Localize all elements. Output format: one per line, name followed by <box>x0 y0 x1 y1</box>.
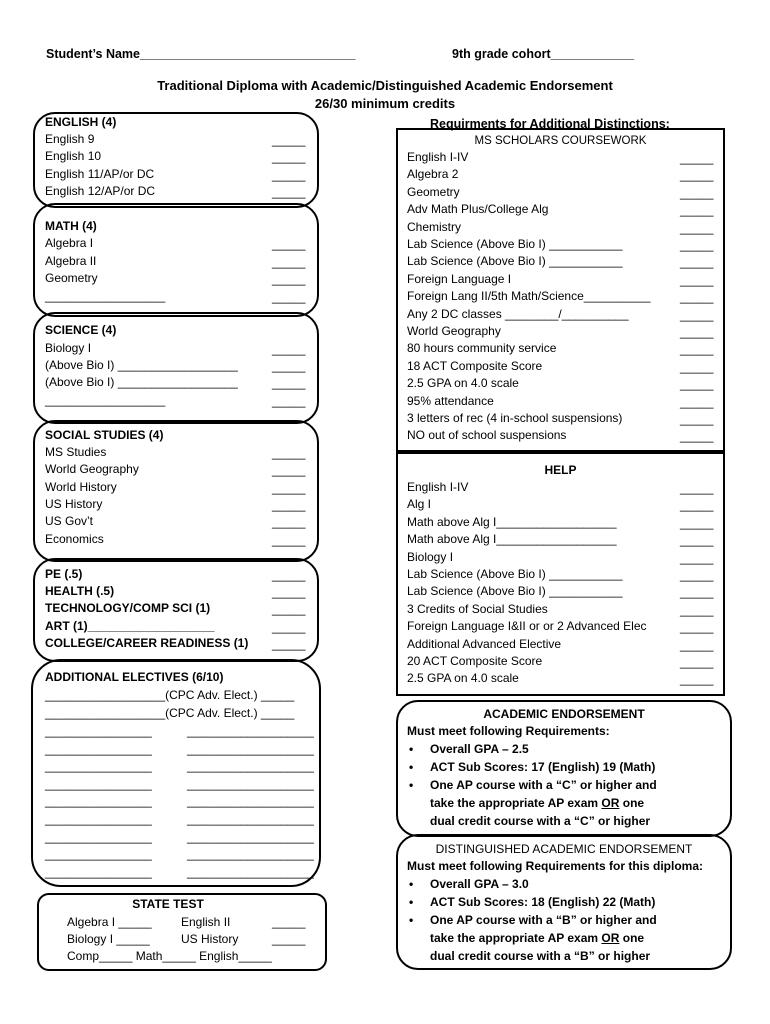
help-item: Foreign Language I&II or or 2 Advanced Elec <box>407 619 647 634</box>
credit-blank[interactable]: _____ <box>680 185 714 200</box>
social-item: US History <box>45 497 103 511</box>
distinguished-heading: DISTINGUISHED ACADEMIC ENDORSEMENT <box>435 842 693 856</box>
elective-blank[interactable]: ________________ <box>45 847 152 862</box>
social-item: World Geography <box>45 462 139 476</box>
academic-heading: ACADEMIC ENDORSEMENT <box>483 707 645 721</box>
english-heading: ENGLISH (4) <box>45 115 117 129</box>
english-item: English 11/AP/or DC <box>45 167 155 181</box>
state-test-english2: English II <box>181 915 231 929</box>
credit-blank[interactable]: _____ <box>680 394 714 409</box>
credit-blank[interactable]: _____ <box>680 515 714 530</box>
credit-blank[interactable]: _____ <box>272 272 306 286</box>
bullet-icon: • <box>409 760 414 774</box>
distinguished-req-ap-3: dual credit course with a “B” or higher <box>430 949 651 963</box>
credit-blank[interactable]: _____ <box>680 412 714 426</box>
text-part: one <box>619 796 645 810</box>
other-item: PE (.5) <box>45 567 83 581</box>
credit-blank[interactable]: _____ <box>272 185 306 199</box>
help-item: 2.5 GPA on 4.0 scale <box>407 671 519 686</box>
elective-blank[interactable]: ___________________ <box>187 741 314 756</box>
credit-blank[interactable]: _____ <box>680 342 714 357</box>
credit-blank[interactable]: _____ <box>272 237 306 251</box>
text-part: take the appropriate AP exam <box>430 931 602 945</box>
bullet-icon: • <box>409 877 414 891</box>
state-test-comp-row[interactable]: Comp_____ Math_____ English_____ <box>67 949 272 963</box>
credit-blank[interactable]: _____ <box>680 602 714 617</box>
credit-blank[interactable]: _____ <box>680 272 714 287</box>
text-part: take the appropriate AP exam <box>430 796 602 810</box>
credit-blank[interactable]: _____ <box>272 150 306 164</box>
help-item: Lab Science (Above Bio I) ___________ <box>407 584 623 599</box>
help-item: 3 Credits of Social Studies <box>407 601 548 616</box>
credit-blank[interactable]: _____ <box>680 620 714 635</box>
credit-blank[interactable]: _____ <box>272 255 306 269</box>
help-item: Lab Science (Above Bio I) ___________ <box>407 567 623 581</box>
scholars-item: World Geography <box>407 324 501 338</box>
scholars-item: English I-IV <box>407 150 469 164</box>
credit-blank[interactable]: _____ <box>272 394 306 408</box>
credit-blank[interactable]: _____ <box>272 290 306 304</box>
distinguished-req-gpa: Overall GPA – 3.0 <box>430 877 529 891</box>
page-title: Traditional Diploma with Academic/Distinguished Academic Endorsement <box>157 78 613 93</box>
credit-blank[interactable]: _____ <box>680 533 714 548</box>
cpc-elective-1[interactable]: __________________(CPC Adv. Elect.) _____ <box>45 688 295 702</box>
scholars-item: 95% attendance <box>407 393 494 408</box>
elective-blank[interactable]: ___________________ <box>187 847 314 862</box>
scholars-item: Chemistry <box>407 219 462 234</box>
academic-req-ap-2 <box>430 795 644 812</box>
elective-blank[interactable]: ___________________ <box>187 776 314 791</box>
elective-blank[interactable]: ________________ <box>45 829 152 844</box>
credit-blank[interactable]: _____ <box>680 498 714 513</box>
cpc-elective-2[interactable]: __________________(CPC Adv. Elect.) _____ <box>45 706 295 720</box>
credit-blank[interactable]: _____ <box>272 376 306 390</box>
scholars-item: 3 letters of rec (4 in-school suspensions) <box>407 411 623 425</box>
credit-blank[interactable]: _____ <box>272 463 306 477</box>
state-test-biology[interactable]: Biology I _____ <box>67 932 150 946</box>
help-item: English I-IV <box>407 480 469 494</box>
academic-intro: Must meet following Requirements: <box>407 724 610 738</box>
credit-blank[interactable]: _____ <box>680 585 714 600</box>
scholars-item: 80 hours community service <box>407 341 557 356</box>
credit-blank[interactable]: _____ <box>680 203 714 218</box>
credit-blank[interactable]: _____ <box>680 325 714 339</box>
help-item: Additional Advanced Elective <box>407 636 562 651</box>
scholars-item: Lab Science (Above Bio I) ___________ <box>407 237 623 251</box>
credit-blank[interactable]: _____ <box>680 568 714 582</box>
credit-blank[interactable]: _____ <box>272 446 306 460</box>
english-item: English 12/AP/or DC <box>45 184 156 198</box>
scholars-item: Algebra 2 <box>407 167 459 182</box>
math-item: Geometry <box>45 271 98 285</box>
elective-blank[interactable]: ___________________ <box>187 759 314 774</box>
math-item: Algebra I <box>45 236 94 250</box>
distinctions-heading: Requirments for Additional Distinctions: <box>430 117 670 131</box>
elective-blank[interactable]: ________________ <box>45 864 152 879</box>
or-emphasis: OR <box>601 931 620 945</box>
academic-req-act: ACT Sub Scores: 17 (English) 19 (Math) <box>430 760 656 774</box>
distinguished-req-ap-2 <box>430 930 644 947</box>
elective-blank[interactable]: ________________ <box>45 812 152 826</box>
elective-blank[interactable]: ________________ <box>45 759 152 774</box>
credit-blank[interactable]: _____ <box>272 637 306 651</box>
scholars-item: Any 2 DC classes ________/__________ <box>407 306 629 321</box>
other-item[interactable]: ART (1)___________________ <box>45 619 215 633</box>
elective-blank[interactable]: ___________________ <box>187 724 314 738</box>
electives-heading: ADDITIONAL ELECTIVES (6/10) <box>45 670 224 684</box>
credit-blank[interactable]: _____ <box>272 602 306 616</box>
or-emphasis: OR <box>601 796 620 810</box>
science-item[interactable]: __________________ <box>45 393 166 407</box>
distinguished-req-ap: One AP course with a “B” or higher and <box>430 913 657 927</box>
distinguished-req-act: ACT Sub Scores: 18 (English) 22 (Math) <box>430 895 656 909</box>
help-item: Biology I <box>407 549 454 564</box>
science-item[interactable]: (Above Bio I) __________________ <box>45 358 238 372</box>
elective-blank[interactable]: ___________________ <box>187 812 314 826</box>
credit-blank[interactable]: _____ <box>272 932 306 946</box>
credit-blank[interactable]: _____ <box>272 515 306 529</box>
science-item[interactable]: (Above Bio I) __________________ <box>45 375 238 389</box>
help-heading: HELP <box>544 463 577 477</box>
credit-blank[interactable]: _____ <box>680 290 714 305</box>
other-item: COLLEGE/CAREER READINESS (1) <box>45 636 249 650</box>
elective-blank[interactable]: ________________ <box>45 776 152 791</box>
credit-blank[interactable]: _____ <box>680 168 714 183</box>
cohort-field[interactable]: 9th grade cohort____________ <box>452 47 635 61</box>
credit-blank[interactable]: _____ <box>272 481 306 495</box>
state-test-algebra[interactable]: Algebra I _____ <box>67 915 152 929</box>
scholars-item: Foreign Lang II/5th Math/Science__________ <box>407 289 651 304</box>
credit-blank[interactable]: _____ <box>680 307 714 322</box>
credit-blank[interactable]: _____ <box>680 672 714 687</box>
other-item: TECHNOLOGY/COMP SCI (1) <box>45 601 211 615</box>
bullet-icon: • <box>409 913 414 927</box>
credit-blank[interactable]: _____ <box>680 359 714 374</box>
social-heading: SOCIAL STUDIES (4) <box>45 428 164 442</box>
help-item: Math above Alg I__________________ <box>407 514 617 529</box>
academic-req-gpa: Overall GPA – 2.5 <box>430 742 529 756</box>
academic-req-ap-3: dual credit course with a “C” or higher <box>430 814 651 828</box>
credit-blank[interactable]: _____ <box>272 168 306 182</box>
credit-blank[interactable]: _____ <box>680 220 714 235</box>
elective-blank[interactable]: ___________________ <box>187 829 314 844</box>
credit-blank[interactable]: _____ <box>680 637 714 652</box>
credit-blank[interactable]: _____ <box>680 151 714 165</box>
credit-blank[interactable]: _____ <box>680 377 714 392</box>
credit-blank[interactable]: _____ <box>272 133 306 147</box>
text-part: one <box>619 931 645 945</box>
credit-blank[interactable]: _____ <box>680 550 714 565</box>
state-test-us-history: US History <box>181 932 239 946</box>
english-item: English 10 <box>45 149 102 163</box>
social-item: World History <box>45 480 117 494</box>
scholars-heading: MS SCHOLARS COURSEWORK <box>474 135 647 147</box>
social-item: MS Studies <box>45 445 107 459</box>
scholars-item: 2.5 GPA on 4.0 scale <box>407 376 519 391</box>
distinguished-intro: Must meet following Requirements for this diploma: <box>407 859 704 873</box>
bullet-icon: • <box>409 742 414 756</box>
credit-blank[interactable]: _____ <box>272 915 306 929</box>
social-item: US Gov’t <box>45 514 94 528</box>
scholars-item: Geometry <box>407 184 460 199</box>
scholars-item: Foreign Language I <box>407 271 512 286</box>
math-item[interactable]: __________________ <box>45 289 166 303</box>
other-item: HEALTH (.5) <box>45 584 115 598</box>
credit-blank[interactable]: _____ <box>272 568 306 582</box>
elective-blank[interactable]: ________________ <box>45 794 152 809</box>
science-heading: SCIENCE (4) <box>45 323 117 337</box>
credit-blank[interactable]: _____ <box>272 585 306 599</box>
credit-blank[interactable]: _____ <box>272 498 306 512</box>
help-item: Math above Alg I__________________ <box>407 532 617 547</box>
credit-blank[interactable]: _____ <box>272 359 306 373</box>
credit-blank[interactable]: _____ <box>272 533 306 547</box>
elective-blank[interactable]: ________________ <box>45 724 152 738</box>
science-item: Biology I <box>45 341 92 355</box>
credit-blank[interactable]: _____ <box>680 255 714 270</box>
english-item: English 9 <box>45 132 95 146</box>
math-heading: MATH (4) <box>45 219 97 233</box>
credit-blank[interactable]: _____ <box>680 481 714 495</box>
state-test-heading: STATE TEST <box>132 897 204 911</box>
scholars-item: Lab Science (Above Bio I) ___________ <box>407 254 623 269</box>
bullet-icon: • <box>409 778 414 792</box>
credit-blank[interactable]: _____ <box>272 342 306 356</box>
student-name-field[interactable]: Student’s Name_______________________________ <box>46 47 356 61</box>
credit-blank[interactable]: _____ <box>680 655 714 669</box>
academic-req-ap: One AP course with a “C” or higher and <box>430 778 657 792</box>
social-item: Economics <box>45 532 104 546</box>
elective-blank[interactable]: ___________________ <box>187 864 314 879</box>
elective-blank[interactable]: ___________________ <box>187 794 314 809</box>
help-item: Alg I <box>407 497 432 512</box>
scholars-item: NO out of school suspensions <box>407 428 567 443</box>
scholars-item: Adv Math Plus/College Alg <box>407 202 549 217</box>
elective-blank[interactable]: ________________ <box>45 741 152 756</box>
bullet-icon: • <box>409 895 414 909</box>
credit-blank[interactable]: _____ <box>680 238 714 252</box>
credit-blank[interactable]: _____ <box>272 620 306 634</box>
page-subtitle: 26/30 minimum credits <box>314 96 456 111</box>
help-item: 20 ACT Composite Score <box>407 654 543 668</box>
credit-blank[interactable]: _____ <box>680 429 714 444</box>
math-item: Algebra II <box>45 254 97 268</box>
scholars-item: 18 ACT Composite Score <box>407 358 543 373</box>
